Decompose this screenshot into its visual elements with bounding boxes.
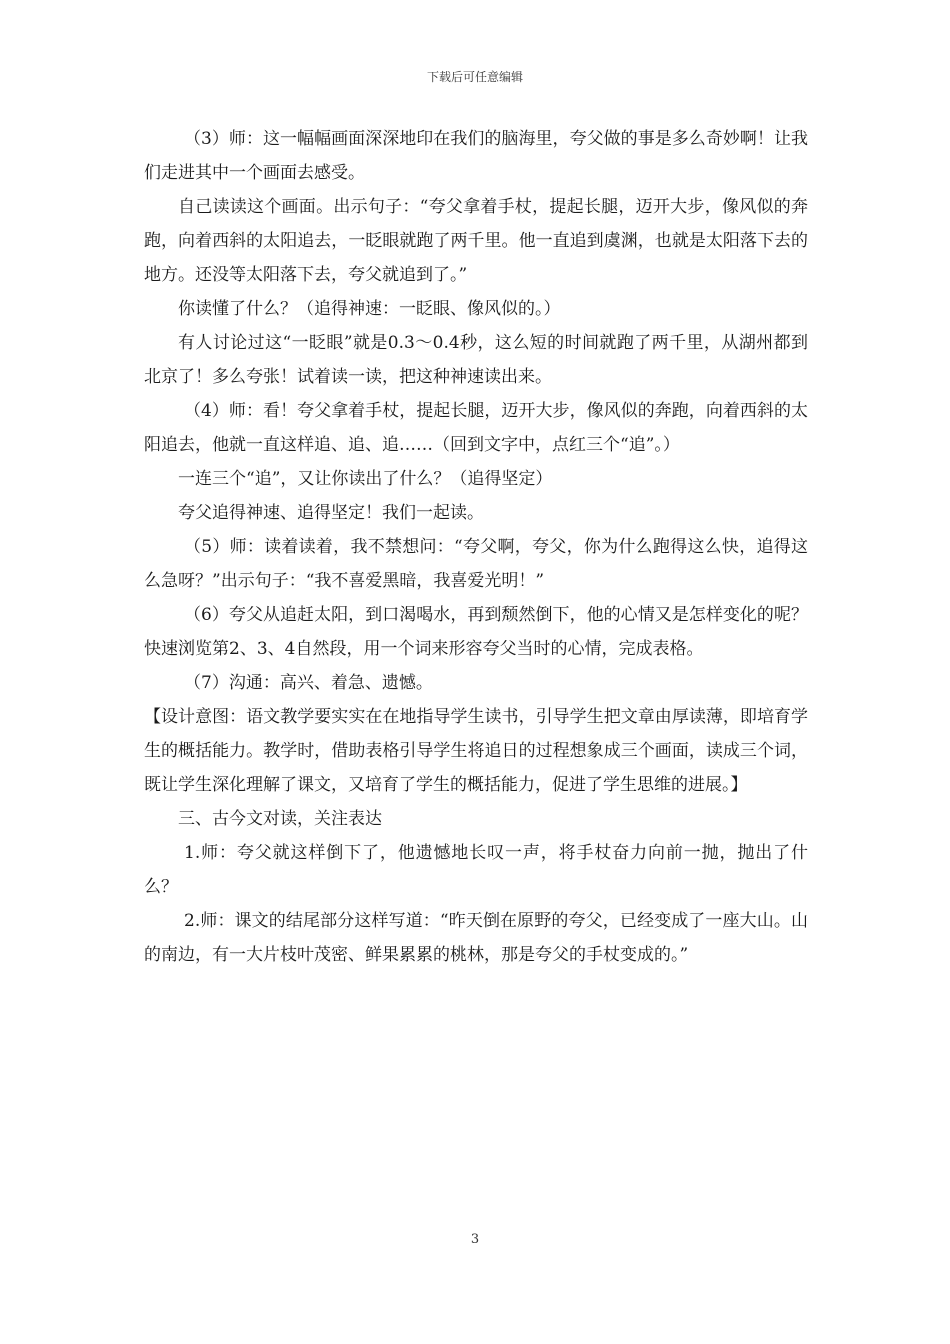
- paragraph-read-together: 夸父追得神速、追得坚定！我们一起读。: [178, 503, 484, 523]
- paragraph-item-6: （6）夸父从追赶太阳，到口渴喝水，再到颓然倒下，他的心情又是怎样变化的呢？快速浏览第2、3、4自然段，用一个词来形容夸父当时的心情，完成表格。: [144, 605, 808, 659]
- paragraph-teacher-4: （4）师：看！夸父拿着手杖，提起长腿，迈开大步，像风似的奔跑，向着西斜的太阳追去，他就一直这样追、追、追……（回到文字中，点红三个“追”。）: [144, 401, 808, 455]
- section-heading-three: 三、古今文对读，关注表达: [178, 809, 382, 829]
- paragraph-teacher-5: （5）师：读着读着，我不禁想问：“夸父啊，夸父，你为什么跑得这么快，追得这么急呀？”出示句子：“我不喜爱黑暗，我喜爱光明！”: [144, 537, 808, 591]
- page-header: 下载后可任意编辑: [426, 70, 523, 84]
- paragraph-teacher-3: （3）师：这一幅幅画面深深地印在我们的脑海里，夸父做的事是多么奇妙啊！让我们走进其中一个画面去感受。: [144, 129, 808, 183]
- paragraph-read-picture: 自己读读这个画面。出示句子：“夸父拿着手杖，提起长腿，迈开大步，像风似的奔跑，向着西斜的太阳追去，一眨眼就跑了两千里。他一直追到虞渊，也就是太阳落下去的地方。还没等太阳落下去，夸父就追到了。”: [144, 197, 808, 285]
- paragraph-teacher-q1: 1.师：夸父就这样倒下了，他遗憾地长叹一声，将手杖奋力向前一抛，抛出了什么？: [144, 843, 808, 897]
- paragraph-design-intent: 【设计意图：语文教学要实实在在地指导学生读书，引导学生把文章由厚读薄，即培育学生的概括能力。教学时，借助表格引导学生将追日的过程想象成三个画面，读成三个词，既让学生深化理解了课文，又培育了学生的概括能力，促进了学生思维的进展。】: [144, 707, 808, 795]
- paragraph-what-understood: 你读懂了什么？（追得神速：一眨眼、像风似的。）: [178, 299, 561, 319]
- paragraph-three-chase: 一连三个“追”，又让你读出了什么？（追得坚定）: [178, 469, 553, 489]
- paragraph-item-7: （7）沟通：高兴、着急、遗憾。: [184, 673, 433, 693]
- page-number: 3: [470, 1232, 480, 1247]
- document-body: [144, 122, 808, 972]
- paragraph-blink-discussion: 有人讨论过这“一眨眼”就是0.3～0.4秒，这么短的时间就跑了两千里，从湖州都到北京了！多么夸张！试着读一读，把这种神速读出来。: [144, 333, 808, 387]
- paragraph-teacher-q2: 2.师：课文的结尾部分这样写道：“昨天倒在原野的夸父，已经变成了一座大山。山的南边，有一大片枝叶茂密、鲜果累累的桃林，那是夸父的手杖变成的。”: [144, 911, 808, 965]
